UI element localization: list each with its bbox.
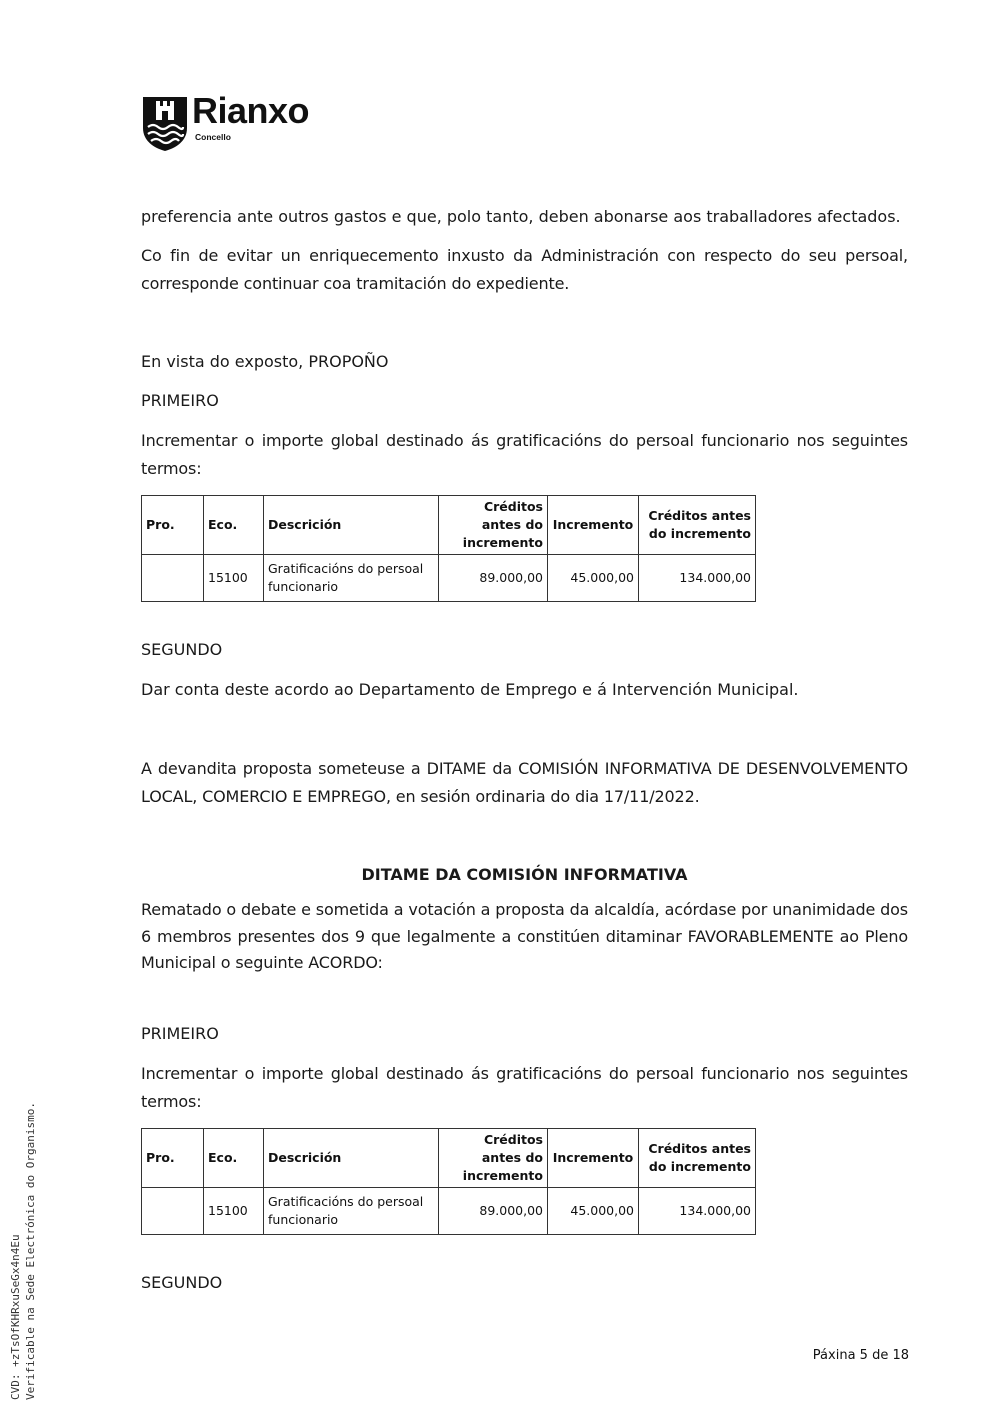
header-pro: Pro. [142,496,204,555]
credits-table-1 [141,495,756,602]
paragraph-rematado: Rematado o debate e sometida a votación a proposta da alcaldía, acórdase por unanimidade dos 6 membros presentes dos 9 que legalmente a constitúen ditaminar FAVORABLEMENTE ao Pleno Municipal o seguinte ACORDO: [141,900,908,972]
paragraph-1: preferencia ante outros gastos e que, polo tanto, deben abonarse aos traballadores afectados. [141,207,901,226]
header-pro: Pro. [142,1129,204,1188]
cell-creditos-antes: 89.000,00 [439,1188,548,1235]
logo-subtitle: Concello [195,132,231,142]
cell-creditos-antes: 89.000,00 [439,555,548,602]
table-header-row [142,496,756,555]
table-row [142,555,756,602]
header-creditos-despois: Créditos antes do incremento [639,1129,756,1188]
cell-incremento: 45.000,00 [548,1188,639,1235]
section-segundo: SEGUNDO [141,640,223,659]
table-header-row [142,1129,756,1188]
header-eco: Eco. [204,496,264,555]
section-primeiro: PRIMEIRO [141,391,219,410]
rianxo-crest-icon [142,96,188,152]
header-descricion: Descrición [264,496,439,555]
paragraph-increase: Incrementar o importe global destinado ás gratificacións do persoal funcionario nos seguintes termos: [141,431,908,478]
ditame-heading: DITAME DA COMISIÓN INFORMATIVA [361,865,688,884]
cell-descricion: Gratificacións do persoal funcionario [264,555,439,602]
logo-name: Rianxo [192,90,310,131]
cell-pro [142,1188,204,1235]
page-number: Páxina 5 de 18 [812,1348,909,1363]
paragraph-increase-2: Incrementar o importe global destinado ás gratificacións do persoal funcionario nos seguintes termos: [141,1064,908,1111]
paragraph-2: Co fin de evitar un enriquecemento inxusto da Administración con respecto do seu persoal, corresponde continuar coa tramitación do expediente. [141,246,908,293]
credits-table-2 [141,1128,756,1235]
verification-code: CVD: +zTsOfKHRxuSeGx4n4Eu [9,1234,22,1400]
header-creditos-despois: Créditos antes do incremento [639,496,756,555]
cell-descricion: Gratificacións do persoal funcionario [264,1188,439,1235]
header-incremento: Incremento [548,1129,639,1188]
verification-note [8,1020,38,1400]
header-creditos-antes: Créditos antes do incremento [439,1129,548,1188]
section-primeiro-2: PRIMEIRO [141,1024,219,1043]
header-descricion: Descrición [264,1129,439,1188]
header-creditos-antes: Créditos antes do incremento [439,496,548,555]
verification-text: Verificable na Sede Electrónica do Organismo. [24,1101,37,1400]
proposal-intro: En vista do exposto, PROPOÑO [141,352,389,371]
paragraph-dar-conta: Dar conta deste acordo ao Departamento de Emprego e á Intervención Municipal. [141,680,799,699]
paragraph-ditame-intro: A devandita proposta someteuse a DITAME da COMISIÓN INFORMATIVA DE DESENVOLVEMENTO LOCAL, COMERCIO E EMPREGO, en sesión ordinaria do dia 17/11/2022. [141,759,908,806]
cell-eco: 15100 [204,1188,264,1235]
cell-creditos-total: 134.000,00 [639,1188,756,1235]
table-row [142,1188,756,1235]
rianxo-logo [142,90,352,152]
cell-eco: 15100 [204,555,264,602]
cell-pro [142,555,204,602]
header-incremento: Incremento [548,496,639,555]
cell-incremento: 45.000,00 [548,555,639,602]
header-eco: Eco. [204,1129,264,1188]
cell-creditos-total: 134.000,00 [639,555,756,602]
section-segundo-2: SEGUNDO [141,1273,223,1292]
